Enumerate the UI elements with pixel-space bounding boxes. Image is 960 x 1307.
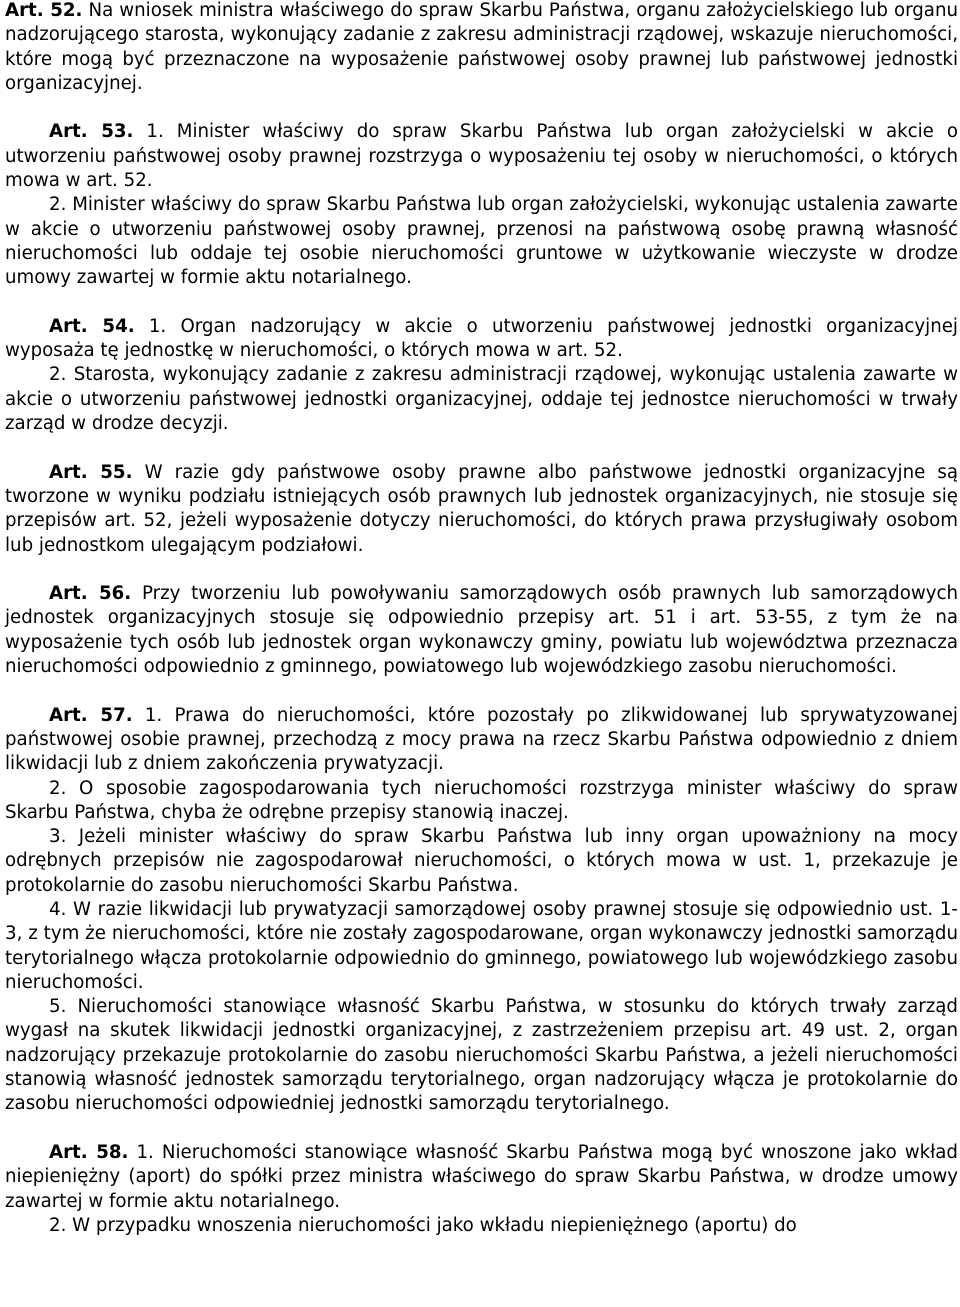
article-57-paragraph-2	[5, 777, 958, 826]
article-57	[5, 704, 958, 1117]
paragraph-text: Starosta, wykonujący zadanie z zakresu administracji rządowej, wykonując ustalenia zawarte w akcie o utworzeniu państwowej jednostki organizacyjnej, oddaje tej jednostce nieruchomości w trwały zarząd w drodze decyzji.	[5, 364, 958, 435]
paragraph-number: 2.	[49, 1214, 67, 1236]
article-52	[5, 0, 958, 96]
article-label: Art. 53.	[49, 121, 134, 143]
article-label: Art. 56.	[49, 583, 132, 605]
paragraph-text: W przypadku wnoszenia nieruchomości jako wkładu niepieniężnego (aportu) do	[72, 1214, 797, 1236]
article-label: Art. 57.	[49, 704, 133, 726]
article-57-paragraph-4	[5, 898, 958, 995]
article-57-paragraph-3	[5, 825, 958, 898]
spacer	[5, 436, 958, 460]
paragraph-number: 3.	[49, 826, 67, 848]
article-53-paragraph-1	[5, 120, 958, 193]
article-label: Art. 54.	[49, 315, 135, 337]
paragraph-text: Prawa do nieruchomości, które pozostały po zlikwidowanej lub sprywatyzowanej państwowej osobie prawnej, przechodzą z mocy prawa na rzecz Skarbu Państwa odpowiednio z dniem likwidacji lub z dniem zakończenia prywatyzacji.	[5, 704, 958, 775]
article-58	[5, 1141, 958, 1238]
article-55-paragraph	[5, 461, 958, 558]
article-text: Na wniosek ministra właściwego do spraw Skarbu Państwa, organu założycielskiego lub organu nadzorującego starosta, wykonujący zadanie z zakresu administracji rządowej, wskazuje nieruchomości, które mogą być przeznaczone na wyposażenie państwowej osoby prawnej lub państwowej jednostki organizacyjnej.	[5, 0, 958, 94]
spacer	[5, 291, 958, 315]
spacer	[5, 558, 958, 582]
article-56-paragraph	[5, 582, 958, 679]
article-53-paragraph-2	[5, 193, 958, 290]
article-53	[5, 120, 958, 290]
spacer	[5, 96, 958, 120]
article-54	[5, 315, 958, 436]
paragraph-number: 5.	[49, 996, 67, 1018]
article-57-paragraph-5	[5, 995, 958, 1116]
paragraph-text: Jeżeli minister właściwy do spraw Skarbu Państwa lub inny organ upoważniony na mocy odrębnych przepisów nie zagospodarował nieruchomości, o których mowa w ust. 1, przekazuje je protokolarnie do zasobu nieruchomości Skarbu Państwa.	[5, 826, 958, 896]
paragraph-text: W razie gdy państwowe osoby prawne albo państwowe jednostki organizacyjne są tworzone w wyniku podziału istniejących osób prawnych lub jednostek organizacyjnych, nie stosuje się przepisów art. 52, jeżeli wyposażenie dotyczy nieruchomości, do których prawa przysługiwały osobom lub jednostkom ulegającym podziałowi.	[5, 461, 959, 556]
paragraph-text: Minister właściwy do spraw Skarbu Państwa lub organ założycielski w akcie o utworzeniu państwowej osoby prawnej rozstrzyga o wyposażeniu tej osoby w nieruchomości, o których mowa w art. 52.	[5, 121, 958, 192]
article-56	[5, 582, 958, 679]
spacer	[5, 1117, 958, 1141]
paragraph-text: Przy tworzeniu lub powoływaniu samorządowych osób prawnych lub samorządowych jednostek organizacyjnych stosuje się odpowiednio przepisy art. 51 i art. 53-55, z tym że na wyposażenie tych osób lub jednostek organ wykonawczy gminy, powiatu lub województwa przeznacza nieruchomości odpowiednio z gminnego, powiatowego lub wojewódzkiego zasobu nieruchomości.	[5, 583, 958, 678]
paragraph-number: 1.	[144, 704, 163, 726]
paragraph-text: O sposobie zagospodarowania tych nieruchomości rozstrzyga minister właściwy do spraw Skarbu Państwa, chyba że odrębne przepisy stanowią inaczej.	[5, 777, 958, 823]
article-58-paragraph-1	[5, 1141, 958, 1214]
article-57-paragraph-1	[5, 704, 958, 777]
paragraph-number: 2.	[49, 364, 67, 386]
paragraph-number: 2.	[49, 777, 67, 799]
paragraph-text: W razie likwidacji lub prywatyzacji samorządowej osoby prawnej stosuje się odpowiednio ust. 1-3, z tym że nieruchomości, które nie zostały zagospodarowane, organ wykonawczy jednostki samorządu terytorialnego włącza protokolarnie odpowiednio do gminnego, powiatowego lub wojewódzkiego zasobu nieruchomości.	[5, 898, 958, 993]
article-55	[5, 461, 958, 558]
paragraph-text: Nieruchomości stanowiące własność Skarbu Państwa, w stosunku do których trwały zarząd wygasł na skutek likwidacji jednostki organizacyjnej, z zastrzeżeniem przepisu art. 49 ust. 2, organ nadzorujący przekazuje protokolarnie do zasobu nieruchomości Skarbu Państwa, a jeżeli nieruchomości stanowią własność jednostek samorządu terytorialnego, organ nadzorujący włącza je protokolarnie do zasobu nieruchomości odpowiedniej jednostki samorządu terytorialnego.	[5, 996, 958, 1115]
article-54-paragraph-1	[5, 315, 958, 364]
article-58-paragraph-2	[5, 1214, 958, 1238]
article-label: Art. 55.	[49, 461, 133, 483]
paragraph-number: 4.	[49, 898, 67, 920]
paragraph-number: 2.	[49, 194, 67, 216]
paragraph-number: 1.	[136, 1141, 154, 1163]
paragraph-number: 1.	[146, 121, 164, 143]
article-54-paragraph-2	[5, 363, 958, 436]
article-52-paragraph	[5, 0, 958, 96]
article-label: Art. 58.	[49, 1141, 129, 1163]
paragraph-text: Nieruchomości stanowiące własność Skarbu Państwa mogą być wnoszone jako wkład niepieniężny (aport) do spółki przez ministra właściwego do spraw Skarbu Państwa, w drodze umowy zawartej w formie aktu notarialnego.	[5, 1141, 958, 1212]
spacer	[5, 679, 958, 703]
paragraph-text: Organ nadzorujący w akcie o utworzeniu państwowej jednostki organizacyjnej wyposaża tę jednostkę w nieruchomości, o których mowa w art. 52.	[5, 315, 958, 362]
paragraph-number: 1.	[148, 315, 167, 337]
paragraph-text: Minister właściwy do spraw Skarbu Państwa lub organ założycielski, wykonując ustalenia zawarte w akcie o utworzeniu państwowej osoby prawnej, przenosi na państwową osobę prawną własność nieruchomości lub oddaje tej osobie nieruchomości gruntowe w użytkowanie wieczyste w drodze umowy zawartej w formie aktu notarialnego.	[5, 194, 958, 289]
article-label: Art. 52.	[5, 0, 83, 21]
